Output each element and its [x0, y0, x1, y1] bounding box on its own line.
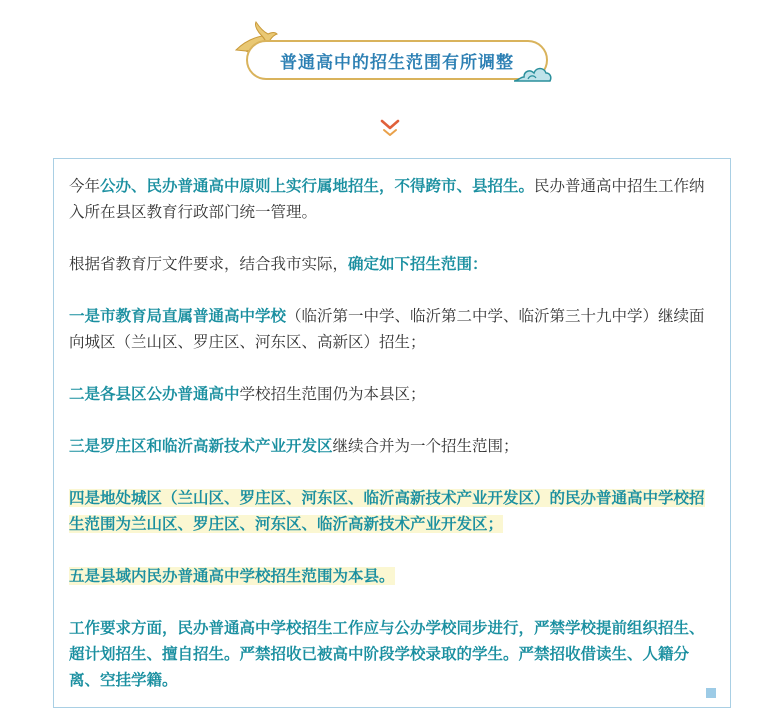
paragraph-8 [69, 615, 717, 693]
p5-emphasis: 三是罗庄区和临沂高新技术产业开发区 [69, 437, 333, 455]
p4-emphasis: 二是各县区公办普通高中 [69, 385, 240, 403]
p8-emphasis: 工作要求方面，民办普通高中学校招生工作应与公办学校同步进行，严禁学校提前组织招生、超计划招生、擅自招生。严禁招收已被高中阶段学校录取的学生。严禁招收借读生、人籍分离、空挂学籍。 [69, 619, 705, 689]
cloud-icon [512, 63, 552, 87]
paragraph-6 [69, 485, 717, 537]
corner-decoration [706, 688, 716, 698]
p5-text: 继续合并为一个招生范围； [332, 437, 519, 455]
section-header [0, 0, 776, 150]
chevron-down-icon [379, 117, 401, 137]
p1-text-2: 民办普通高中招生工作纳入所在县区教育行政部门统一管理。 [69, 177, 705, 221]
paragraph-4 [69, 381, 717, 407]
paragraph-1 [69, 173, 717, 225]
p1-emphasis: 公办、民办普通高中原则上实行属地招生，不得跨市、县招生。 [100, 177, 535, 195]
paragraph-3 [69, 303, 717, 355]
section-title: 普通高中的招生范围有所调整 [280, 52, 514, 73]
p7-emphasis: 五是县域内民办普通高中学校招生范围为本县。 [69, 567, 395, 585]
p6-emphasis: 四是地处城区（兰山区、罗庄区、河东区、临沂高新技术产业开发区）的民办普通高中学校招生范围为兰山区、罗庄区、河东区、临沂高新技术产业开发区； [69, 489, 705, 533]
content-card [53, 158, 731, 708]
p2-emphasis: 确定如下招生范围： [348, 255, 488, 273]
p3-emphasis: 一是市教育局直属普通高中学校 [69, 307, 287, 325]
paragraph-2 [69, 251, 717, 277]
p3-text: （临沂第一中学、临沂第二中学、临沂第三十九中学）继续面向城区（兰山区、罗庄区、河东区、高新区）招生； [69, 307, 705, 351]
paragraph-7 [69, 563, 717, 589]
p2-text: 根据省教育厅文件要求，结合我市实际， [69, 255, 349, 273]
p4-text: 学校招生范围仍为本县区； [239, 385, 426, 403]
title-banner [246, 40, 548, 80]
article-body [69, 173, 717, 693]
p1-text-1: 今年 [69, 177, 101, 195]
paragraph-5 [69, 433, 717, 459]
